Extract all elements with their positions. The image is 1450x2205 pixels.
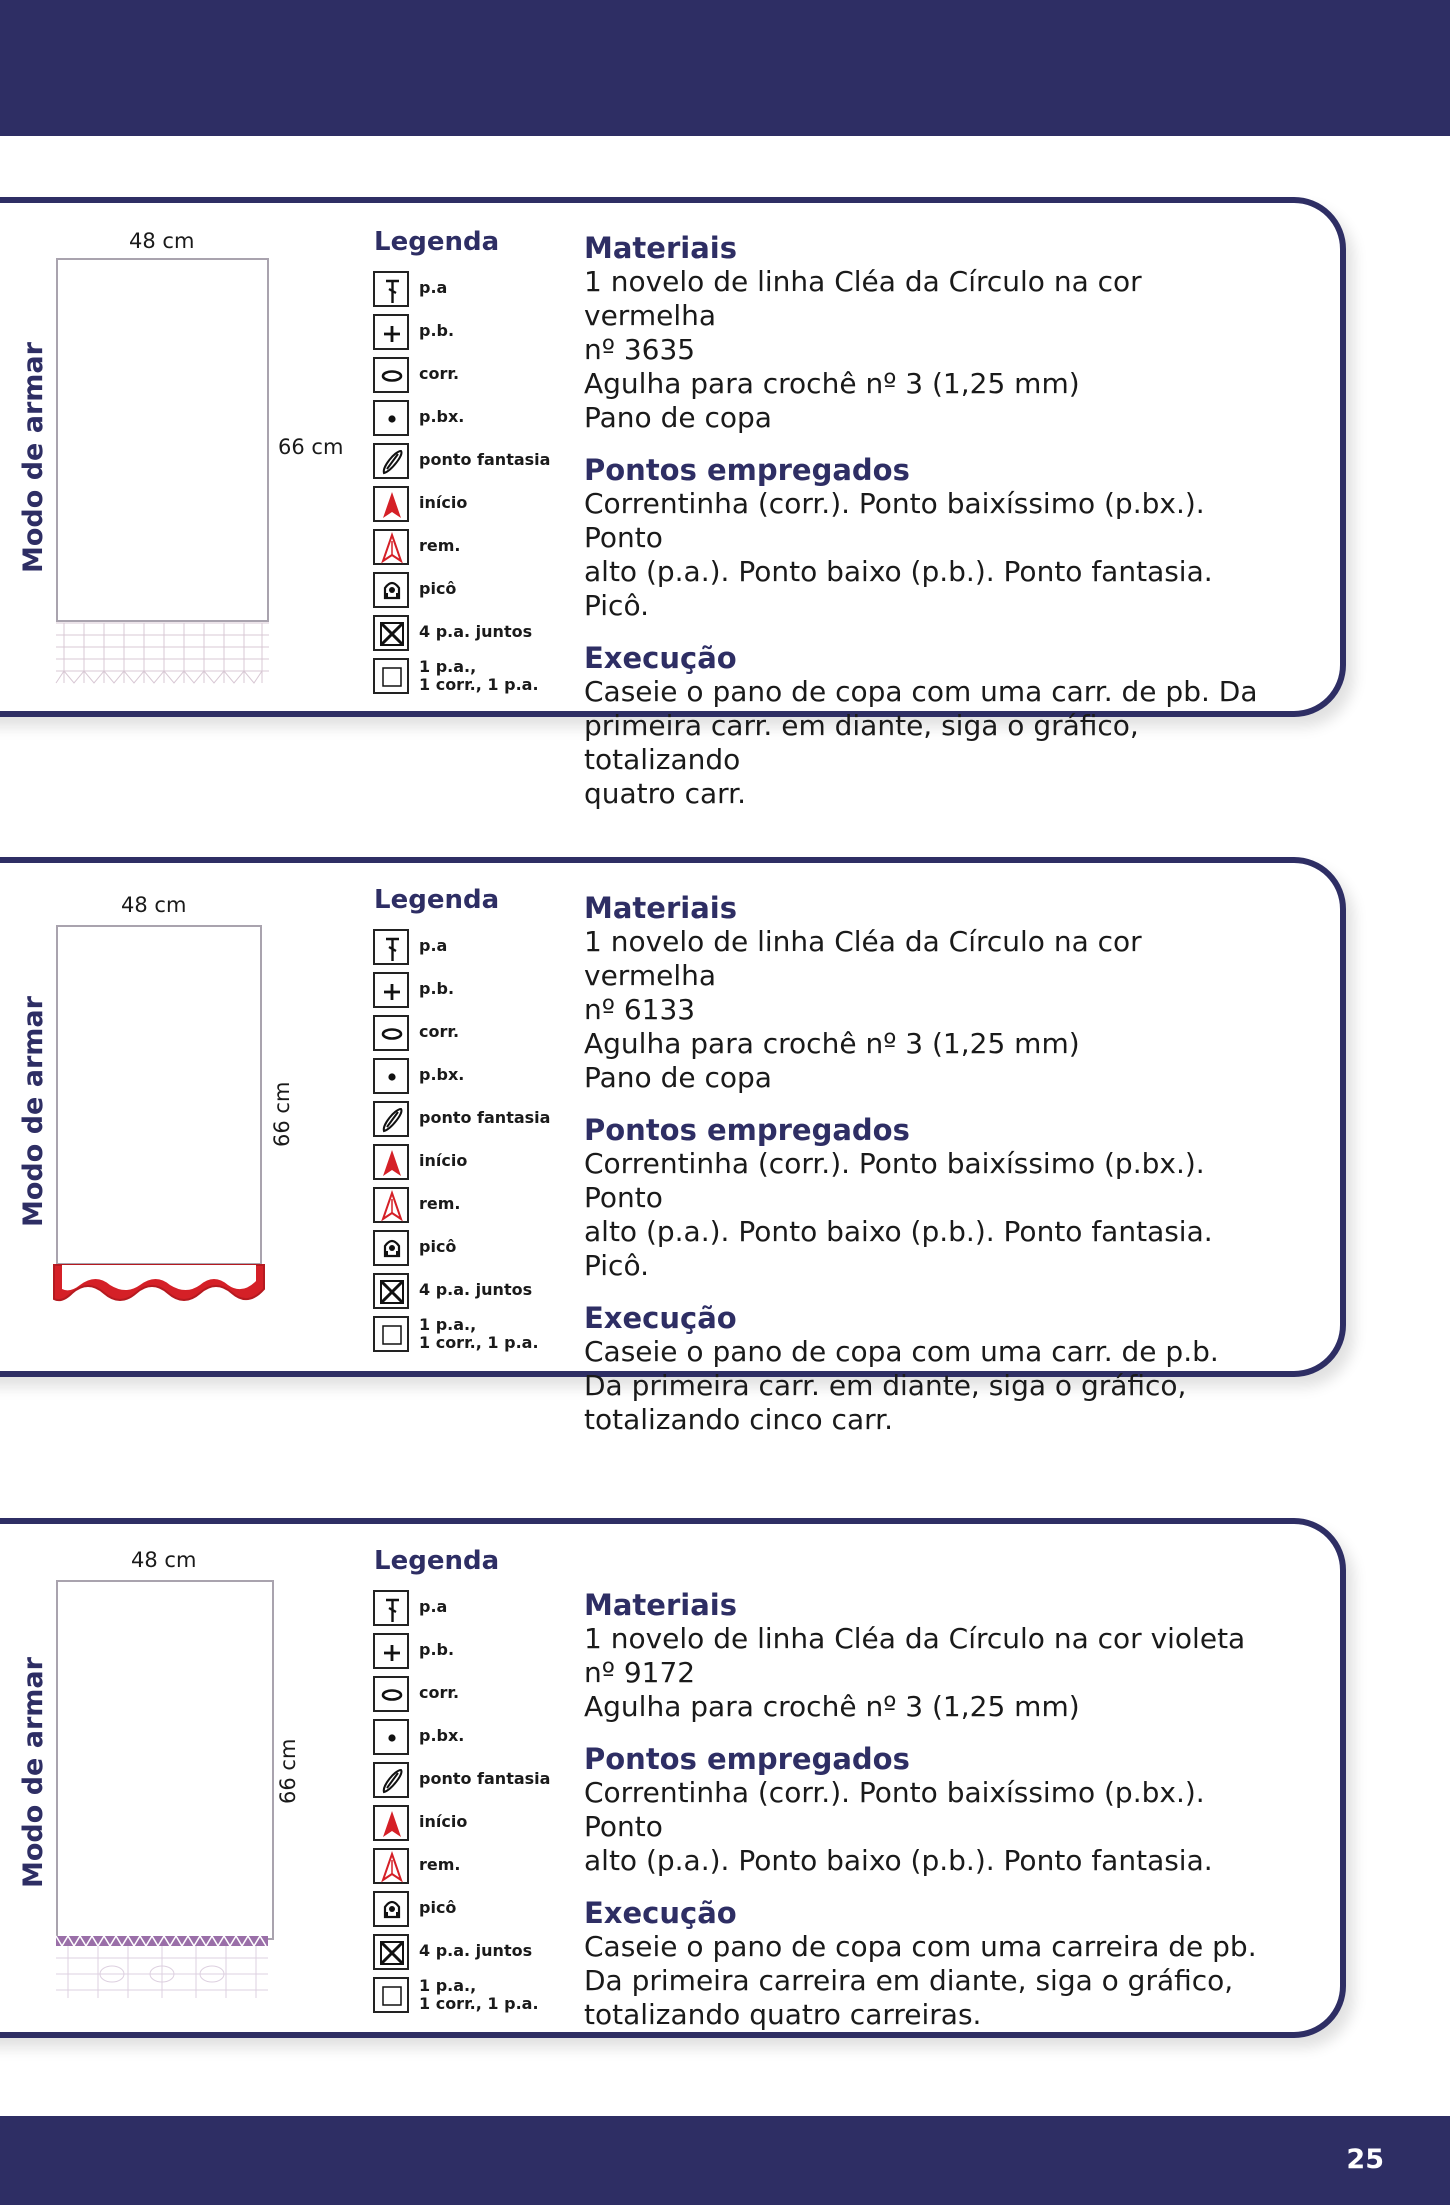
execution-line: Caseie o pano de copa com uma carreira de pb.: [584, 1930, 1257, 1963]
start-arrow-icon: [373, 1805, 409, 1841]
legend-item: [373, 1676, 573, 1719]
legend-label: p.b.: [419, 979, 455, 998]
legend-item: [373, 1891, 573, 1934]
execution-text: [584, 1335, 1274, 1437]
stitches-line: alto (p.a.). Ponto baixo (p.b.). Ponto fantasia. Picô.: [584, 555, 1213, 622]
height-label: 66 cm: [276, 1738, 300, 1804]
materials-heading: Materiais: [584, 231, 737, 265]
legend-label-line: 1 p.a.,: [419, 657, 477, 676]
stitches-text: [584, 487, 1274, 623]
materials-line: Pano de copa: [584, 401, 772, 434]
width-label: 48 cm: [129, 229, 195, 253]
materials-line: Agulha para crochê nº 3 (1,25 mm): [584, 367, 1080, 400]
legend-label: corr.: [419, 1022, 460, 1041]
legend-label: p.bx.: [419, 407, 465, 426]
footer-bar: [0, 2116, 1450, 2205]
legend-label: início: [419, 493, 468, 512]
pattern-card-1: [0, 197, 1346, 810]
chain-stitch-icon: [373, 357, 409, 393]
legend-item: [373, 1144, 573, 1187]
legend-item: [373, 271, 573, 314]
sc-stitch-icon: [373, 1633, 409, 1669]
four-dc-together-icon: [373, 615, 409, 651]
materials-line: nº 6133: [584, 993, 696, 1026]
legend-item: [373, 486, 573, 529]
stitches-text: [584, 1147, 1274, 1283]
materials-line: Agulha para crochê nº 3 (1,25 mm): [584, 1027, 1080, 1060]
fancy-stitch-icon: [373, 1101, 409, 1137]
legend-label: p.a: [419, 278, 448, 297]
execution-text: [584, 675, 1274, 811]
legend-label-line: 1 corr., 1 p.a.: [419, 1994, 539, 2013]
legend-item: [373, 1273, 573, 1316]
stitches-heading: Pontos empregados: [584, 1742, 910, 1776]
legend-item: [373, 658, 573, 701]
legend-label-line: 1 p.a.,: [419, 1976, 477, 1995]
stitches-heading: Pontos empregados: [584, 453, 910, 487]
legend-item: [373, 615, 573, 658]
legend-label: p.a: [419, 1597, 448, 1616]
stitches-line: Correntinha (corr.). Ponto baixíssimo (p.bx.). Ponto: [584, 487, 1205, 554]
legend-item: [373, 1762, 573, 1805]
width-label: 48 cm: [121, 893, 187, 917]
legend-item: [373, 1230, 573, 1273]
instructions: [584, 231, 1274, 829]
legend-label-line: 1 corr., 1 p.a.: [419, 675, 539, 694]
header-bar: [0, 0, 1450, 136]
materials-text: [584, 1622, 1274, 1724]
legend-item: [373, 1977, 573, 2020]
chain-stitch-icon: [373, 1676, 409, 1712]
fasten-off-arrow-icon: [373, 1848, 409, 1884]
execution-line: Caseie o pano de copa com uma carr. de pb. Da: [584, 675, 1258, 708]
legend-label: p.b.: [419, 1640, 455, 1659]
materials-text: [584, 925, 1274, 1095]
legend-item: [373, 1719, 573, 1762]
legend-label: p.a: [419, 936, 448, 955]
legend-label: [419, 1316, 539, 1352]
assembly-label: Modo de armar: [18, 996, 49, 1227]
legend-label: p.bx.: [419, 1726, 465, 1745]
legend-item: [373, 1848, 573, 1891]
legend-item: [373, 529, 573, 572]
materials-line: 1 novelo de linha Cléa da Círculo na cor vermelha: [584, 925, 1142, 992]
empty-square-icon: [373, 658, 409, 694]
legend-label: p.bx.: [419, 1065, 465, 1084]
stitches-heading: Pontos empregados: [584, 1113, 910, 1147]
dc-stitch-icon: [373, 271, 409, 307]
legend-label-line: 1 corr., 1 p.a.: [419, 1333, 539, 1352]
materials-line: 1 novelo de linha Cléa da Círculo na cor vermelha: [584, 265, 1142, 332]
stitches-line: alto (p.a.). Ponto baixo (p.b.). Ponto fantasia. Picô.: [584, 1215, 1213, 1282]
stitches-line: alto (p.a.). Ponto baixo (p.b.). Ponto fantasia.: [584, 1844, 1213, 1877]
legend-label: ponto fantasia: [419, 1769, 551, 1788]
assembly-label: Modo de armar: [18, 1657, 49, 1888]
legend-label: 4 p.a. juntos: [419, 1280, 533, 1299]
dc-stitch-icon: [373, 929, 409, 965]
stitches-line: Correntinha (corr.). Ponto baixíssimo (p.bx.). Ponto: [584, 1776, 1205, 1843]
legend-item: [373, 357, 573, 400]
legend-label: rem.: [419, 1855, 461, 1874]
legend-label: início: [419, 1151, 468, 1170]
stitches-line: Correntinha (corr.). Ponto baixíssimo (p.bx.). Ponto: [584, 1147, 1205, 1214]
chain-stitch-icon: [373, 1015, 409, 1051]
legend-item: [373, 972, 573, 1015]
legend-label: 4 p.a. juntos: [419, 1941, 533, 1960]
legend-item: [373, 572, 573, 615]
legend-label: p.b.: [419, 321, 455, 340]
instructions: [584, 1588, 1274, 2050]
execution-heading: Execução: [584, 1301, 737, 1335]
legend-title: Legenda: [374, 1546, 500, 1576]
legend-item: [373, 1058, 573, 1101]
legend-label: corr.: [419, 364, 460, 383]
legend-item: [373, 1101, 573, 1144]
execution-line: totalizando cinco carr.: [584, 1403, 893, 1436]
assembly-label: Modo de armar: [18, 342, 49, 573]
legend-item: [373, 1934, 573, 1977]
legend-label: início: [419, 1812, 468, 1831]
dc-stitch-icon: [373, 1590, 409, 1626]
instructions: [584, 891, 1274, 1455]
towel-border-motif: [52, 1263, 269, 1331]
start-arrow-icon: [373, 1144, 409, 1180]
stitch-legend: [373, 271, 573, 701]
legend-item: [373, 443, 573, 486]
materials-line: Pano de copa: [584, 1061, 772, 1094]
empty-square-icon: [373, 1316, 409, 1352]
towel-diagram: [56, 925, 262, 1265]
slip-stitch-icon: [373, 400, 409, 436]
legend-label: ponto fantasia: [419, 1108, 551, 1127]
fasten-off-arrow-icon: [373, 1187, 409, 1223]
execution-line: quatro carr.: [584, 777, 746, 810]
materials-line: nº 3635: [584, 333, 696, 366]
fasten-off-arrow-icon: [373, 529, 409, 565]
legend-label-line: 1 p.a.,: [419, 1315, 477, 1334]
legend-item: [373, 314, 573, 357]
pattern-card-3: [0, 1518, 1346, 2038]
legend-title: Legenda: [374, 227, 500, 257]
height-label: 66 cm: [270, 1081, 294, 1147]
width-label: 48 cm: [131, 1548, 197, 1572]
legend-item: [373, 1633, 573, 1676]
sc-stitch-icon: [373, 314, 409, 350]
slip-stitch-icon: [373, 1058, 409, 1094]
execution-line: Caseie o pano de copa com uma carr. de p.b.: [584, 1335, 1219, 1368]
legend-label: picô: [419, 579, 457, 598]
four-dc-together-icon: [373, 1934, 409, 1970]
legend-title: Legenda: [374, 885, 500, 915]
materials-line: Agulha para crochê nº 3 (1,25 mm): [584, 1690, 1080, 1723]
page-number: 25: [1346, 2144, 1384, 2175]
execution-line: Da primeira carr. em diante, siga o gráfico,: [584, 1369, 1187, 1402]
legend-label: rem.: [419, 536, 461, 555]
towel-diagram: [56, 258, 269, 622]
legend-item: [373, 400, 573, 443]
towel-border-motif: [54, 1934, 271, 2002]
materials-heading: Materiais: [584, 891, 737, 925]
execution-heading: Execução: [584, 641, 737, 675]
fancy-stitch-icon: [373, 443, 409, 479]
legend-label: 4 p.a. juntos: [419, 622, 533, 641]
materials-line: nº 9172: [584, 1656, 696, 1689]
towel-diagram: [56, 1580, 274, 1940]
slip-stitch-icon: [373, 1719, 409, 1755]
empty-square-icon: [373, 1977, 409, 2013]
legend-item: [373, 929, 573, 972]
four-dc-together-icon: [373, 1273, 409, 1309]
pattern-card-2: [0, 857, 1346, 1436]
execution-text: [584, 1930, 1274, 2032]
stitch-legend: [373, 929, 573, 1359]
height-label: 66 cm: [278, 435, 344, 459]
materials-line: 1 novelo de linha Cléa da Círculo na cor violeta: [584, 1622, 1246, 1655]
legend-label: ponto fantasia: [419, 450, 551, 469]
legend-item: [373, 1590, 573, 1633]
legend-label: rem.: [419, 1194, 461, 1213]
legend-label: [419, 1977, 539, 2013]
legend-item: [373, 1805, 573, 1848]
legend-label: corr.: [419, 1683, 460, 1702]
legend-label: picô: [419, 1237, 457, 1256]
execution-line: totalizando quatro carreiras.: [584, 1998, 982, 2031]
start-arrow-icon: [373, 486, 409, 522]
towel-border-motif: [54, 621, 271, 689]
picot-icon: [373, 572, 409, 608]
execution-heading: Execução: [584, 1896, 737, 1930]
legend-item: [373, 1187, 573, 1230]
sc-stitch-icon: [373, 972, 409, 1008]
stitches-text: [584, 1776, 1274, 1878]
stitch-legend: [373, 1590, 573, 2020]
picot-icon: [373, 1891, 409, 1927]
legend-label: [419, 658, 539, 694]
materials-text: [584, 265, 1274, 435]
execution-line: primeira carr. em diante, siga o gráfico, totalizando: [584, 709, 1139, 776]
materials-heading: Materiais: [584, 1588, 737, 1622]
legend-label: picô: [419, 1898, 457, 1917]
legend-item: [373, 1015, 573, 1058]
picot-icon: [373, 1230, 409, 1266]
execution-line: Da primeira carreira em diante, siga o gráfico,: [584, 1964, 1234, 1997]
legend-item: [373, 1316, 573, 1359]
fancy-stitch-icon: [373, 1762, 409, 1798]
